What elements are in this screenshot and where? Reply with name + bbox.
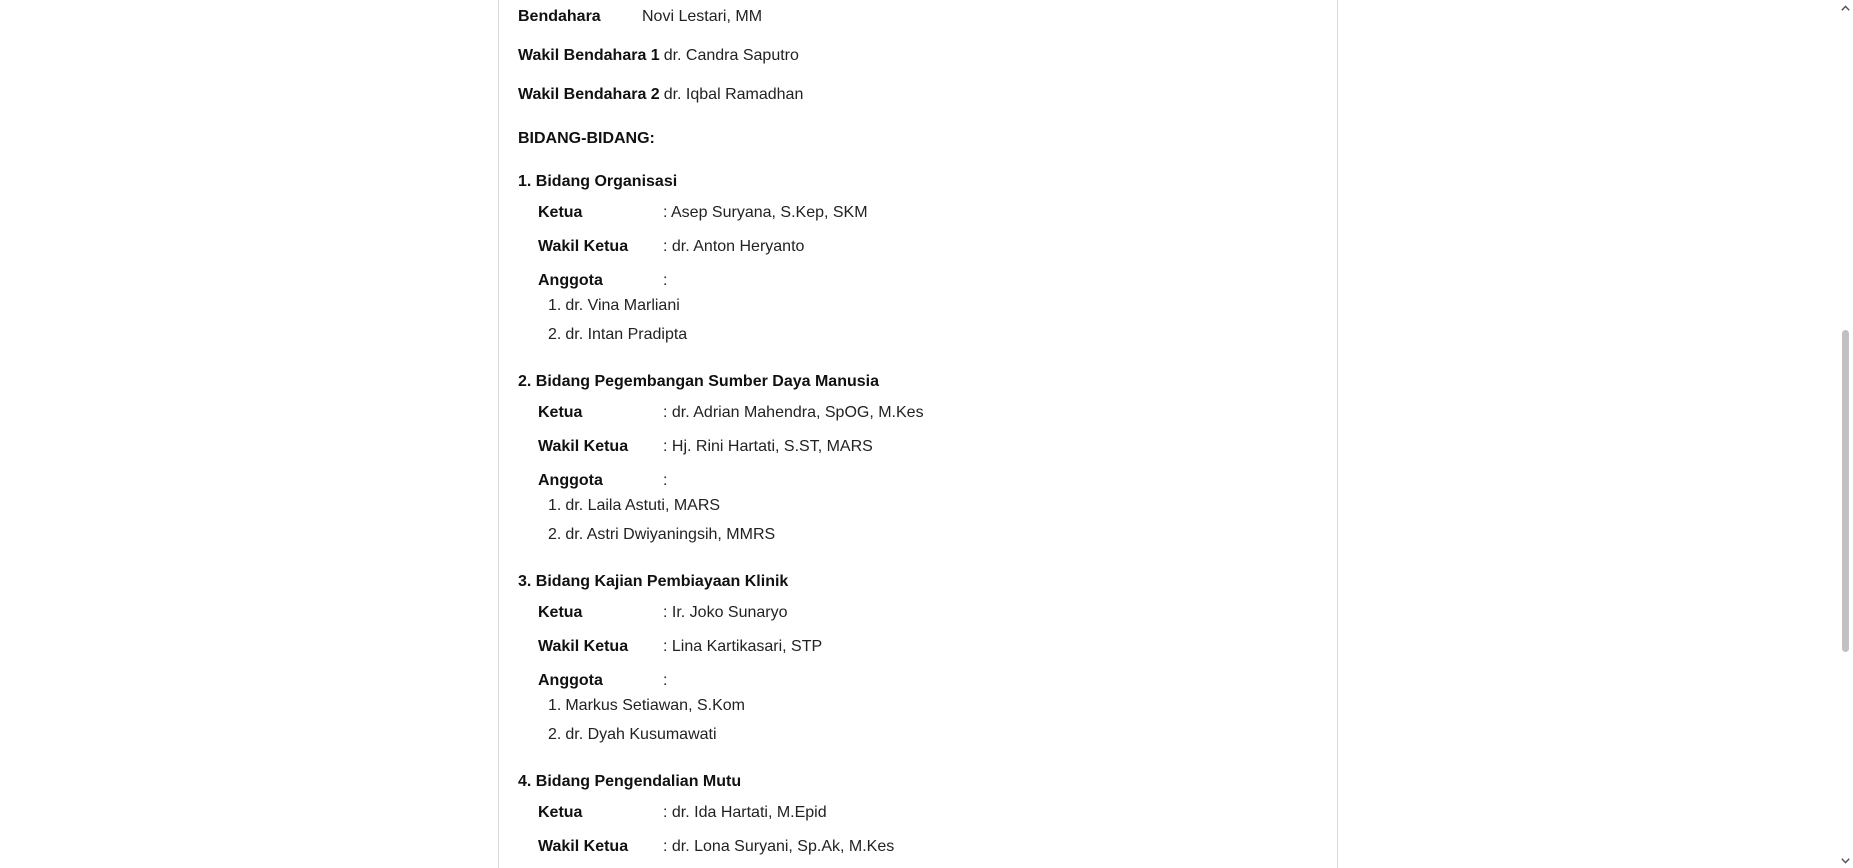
wakil-ketua-row [538,838,1318,868]
ketua-value: : Asep Suryana, S.Kep, SKM [663,204,868,221]
officer-name: dr. Iqbal Ramadhan [663,86,804,103]
wakil-ketua-label: Wakil Ketua [538,638,629,655]
ketua-label: Ketua [538,804,583,821]
ketua-row [538,604,1318,638]
member-name: Markus Setiawan, S.Kom [565,697,745,714]
list-item [548,726,1318,755]
wakil-ketua-value: : dr. Anton Heryanto [663,238,805,255]
wakil-ketua-value: : Lina Kartikasari, STP [663,638,823,655]
list-item [548,697,1318,726]
anggota-row [538,472,1318,497]
document-content [518,8,1318,868]
officer-name: Novi Lestari, MM [642,8,763,25]
member-list [538,297,1318,355]
wakil-ketua-row [538,238,1318,272]
anggota-colon: : [663,672,668,689]
officer-role: Wakil Bendahara 2 [518,86,660,103]
member-list [538,497,1318,555]
anggota-label: Anggota [538,472,603,489]
list-item [548,497,1318,526]
anggota-label: Anggota [538,672,603,689]
field-block [518,804,1318,868]
section-title: BIDANG-BIDANG: [518,130,655,147]
list-item [548,526,1318,555]
field-heading: 2. Bidang Pegembangan Sumber Daya Manusia [518,373,879,390]
member-name: dr. Astri Dwiyaningsih, MMRS [565,526,776,543]
spacer [518,755,1318,769]
wakil-ketua-row [538,438,1318,472]
field-block [518,404,1318,555]
wakil-ketua-label: Wakil Ketua [538,438,629,455]
wakil-ketua-label: Wakil Ketua [538,838,629,855]
officer-row-wakil-bendahara-1 [518,47,1318,86]
list-item [548,326,1318,355]
field-heading: 4. Bidang Pengendalian Mutu [518,773,742,790]
anggota-row [538,272,1318,297]
member-number: 1. [548,697,562,714]
ketua-value: : dr. Ida Hartati, M.Epid [663,804,827,821]
anggota-label: Anggota [538,272,603,289]
member-number: 2. [548,326,562,343]
member-name: dr. Laila Astuti, MARS [565,497,721,514]
ketua-row [538,404,1318,438]
ketua-label: Ketua [538,604,583,621]
field-heading: 1. Bidang Organisasi [518,173,678,190]
member-number: 2. [548,526,562,543]
member-number: 1. [548,497,562,514]
ketua-label: Ketua [538,404,583,421]
vertical-scrollbar[interactable] [1838,0,1853,868]
officer-name: dr. Candra Saputro [663,47,799,64]
wakil-ketua-row [538,638,1318,672]
member-name: dr. Dyah Kusumawati [565,726,717,743]
chevron-up-icon[interactable] [1838,0,1853,15]
spacer [518,555,1318,569]
member-name: dr. Vina Marliani [565,297,680,314]
member-number: 1. [548,297,562,314]
ketua-row [538,804,1318,838]
officer-role: Wakil Bendahara 1 [518,47,660,64]
officer-row-wakil-bendahara-2 [518,86,1318,125]
member-number: 2. [548,726,562,743]
wakil-ketua-label: Wakil Ketua [538,238,629,255]
document-page [498,0,1338,868]
field-heading: 3. Bidang Kajian Pembiayaan Klinik [518,573,789,590]
ketua-value: : Ir. Joko Sunaryo [663,604,788,621]
field-block [518,604,1318,755]
wakil-ketua-value: : dr. Lona Suryani, Sp.Ak, M.Kes [663,838,895,855]
spacer [518,355,1318,369]
officer-row-bendahara [518,8,1318,47]
chevron-down-icon[interactable] [1838,853,1853,868]
field-block [518,204,1318,355]
member-name: dr. Intan Pradipta [565,326,688,343]
ketua-row [538,204,1318,238]
member-list [538,697,1318,755]
wakil-ketua-value: : Hj. Rini Hartati, S.ST, MARS [663,438,873,455]
anggota-row [538,672,1318,697]
scrollbar-thumb[interactable] [1842,330,1849,652]
anggota-colon: : [663,272,668,289]
officer-role: Bendahara [518,8,601,25]
ketua-value: : dr. Adrian Mahendra, SpOG, M.Kes [663,404,924,421]
list-item [548,297,1318,326]
anggota-colon: : [663,472,668,489]
ketua-label: Ketua [538,204,583,221]
